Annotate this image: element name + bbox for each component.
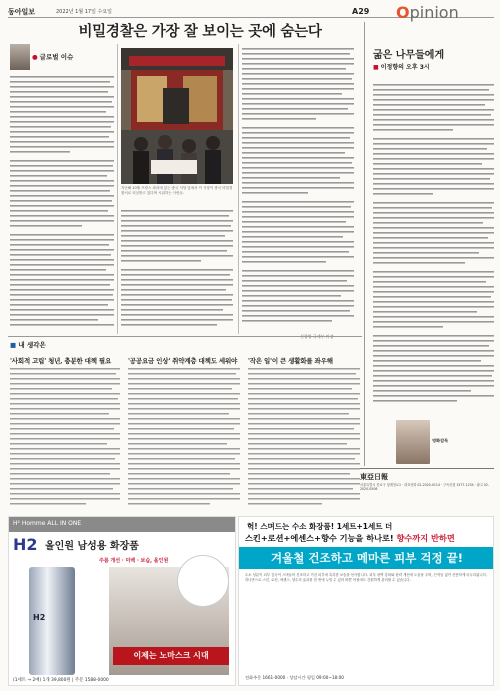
article-photo — [121, 48, 233, 184]
issue-date: 2022년 1월 17일 수요일 — [56, 9, 113, 15]
publisher-logo: 東亞日報 — [360, 473, 388, 481]
page-number: A29 — [352, 7, 370, 16]
body-text-lines-5 — [10, 368, 120, 510]
section-rest: pinion — [409, 3, 459, 22]
column-body-1 — [10, 76, 114, 330]
column-divider — [238, 44, 239, 334]
column-body-2 — [121, 210, 233, 332]
body-text-lines-4 — [373, 84, 494, 416]
ad-brand-label: H² Homme ALL IN ONE — [13, 520, 82, 527]
photo-caption: 지난해 10월 프랑스 파리에 있는 중국 식당 앞에서 이 식당이 중국 비밀경찰서로 의심받고 있다며 시위하는 사람들. — [121, 186, 233, 195]
body-text-lines — [10, 76, 114, 330]
section-initial: O — [396, 3, 410, 22]
ad-order-phone: 전화주문 1661-0000 · 상담시간 평일 09:00~18:00 — [245, 675, 344, 680]
body-text-lines-3 — [242, 48, 354, 330]
photo-illustration — [121, 48, 233, 184]
opinion-body-2 — [128, 368, 240, 510]
opinion-headline-2: '공공요금 인상' 취약계층 대책도 세워야 — [128, 357, 238, 365]
byline — [300, 334, 333, 340]
section-title — [396, 3, 459, 22]
right-column-author: ■ 이정향의 오후 3시 — [373, 64, 430, 71]
view-section-label: ■ 내 생각은 — [10, 341, 46, 349]
ad-headline-1: 헉! 스며드는 수소 화장품! 1세트+1세트 더 — [247, 522, 393, 531]
section-rule — [8, 336, 362, 337]
publisher-contact: 서울특별시 종로구 청계천로1 · 대표전화 02-2020-0114 · 구독신청 1577-1234 · 광고 02-2020-0506 — [360, 483, 490, 492]
author-portrait — [10, 44, 30, 70]
ad-product-subtitle: 주름 개선 · 미백 · 보습, 올인원 — [99, 558, 169, 564]
right-column-body — [373, 84, 494, 416]
publisher-info — [360, 468, 494, 516]
right-column-title: 굶은 나무들에게 — [373, 50, 445, 61]
opinion-headline-3: '작은 일'이 큰 생활화를 좌우해 — [248, 357, 333, 365]
column-divider — [117, 44, 118, 334]
columnist-portrait — [396, 420, 430, 464]
ad-product-title: 올인원 남성용 화장품 — [45, 541, 139, 552]
column-label: ● 글로벌 이슈 — [32, 53, 74, 61]
opinion-body-1 — [10, 368, 120, 510]
hydrogen-cosmetics-ad[interactable] — [238, 516, 494, 686]
ad-footer: (1세트 → 2매) 1개 39,800원 | 주문 1588-0000 — [13, 678, 109, 683]
bottle-label: H2 — [33, 613, 46, 622]
ad-red-callout: 이제는 노마스크 시대 — [113, 647, 229, 665]
right-column-divider — [364, 22, 365, 466]
main-headline: 비밀경찰은 가장 잘 보이는 곳에 숨는다 — [78, 23, 322, 40]
cosmetics-ad[interactable] — [8, 516, 236, 686]
ad-banner: 겨울철 건조하고 메마른 피부 걱정 끝! — [239, 547, 494, 569]
body-text-lines-6 — [128, 368, 240, 510]
ad-headline-2: 스킨+로션+에센스+향수 기능을 하나로! 향수까지 반하면 — [245, 533, 455, 543]
column-body-3 — [242, 48, 354, 330]
ad-body-text: 수소 성분이 피부 깊숙이 스며들어 건조하고 거친 피부에 촉촉한 보습을 선사합니다. 피부 장벽 강화와 탄력 개선에 도움을 주며, 끈적임 없이 산뜻하게 마무리됩니다. 하나만으로 스킨, 로션, 에센스, 향수의 효과를 한 번에 누릴 수 있어 바쁜 아침에도 간편하게 관리할 수 있습니다. — [245, 573, 488, 582]
ad-brand-mark: H2 — [13, 535, 38, 554]
opinion-body-3 — [248, 368, 360, 510]
columnist-role: 영화감독 — [432, 438, 449, 443]
masthead — [8, 3, 494, 22]
paper-name: 동아일보 — [8, 8, 36, 16]
body-text-lines-2 — [121, 210, 233, 332]
badge-circle — [177, 555, 229, 607]
opinion-headline-1: '사회적 고립' 청년, 충분한 대책 필요 — [10, 357, 112, 365]
body-text-lines-7 — [248, 368, 360, 510]
